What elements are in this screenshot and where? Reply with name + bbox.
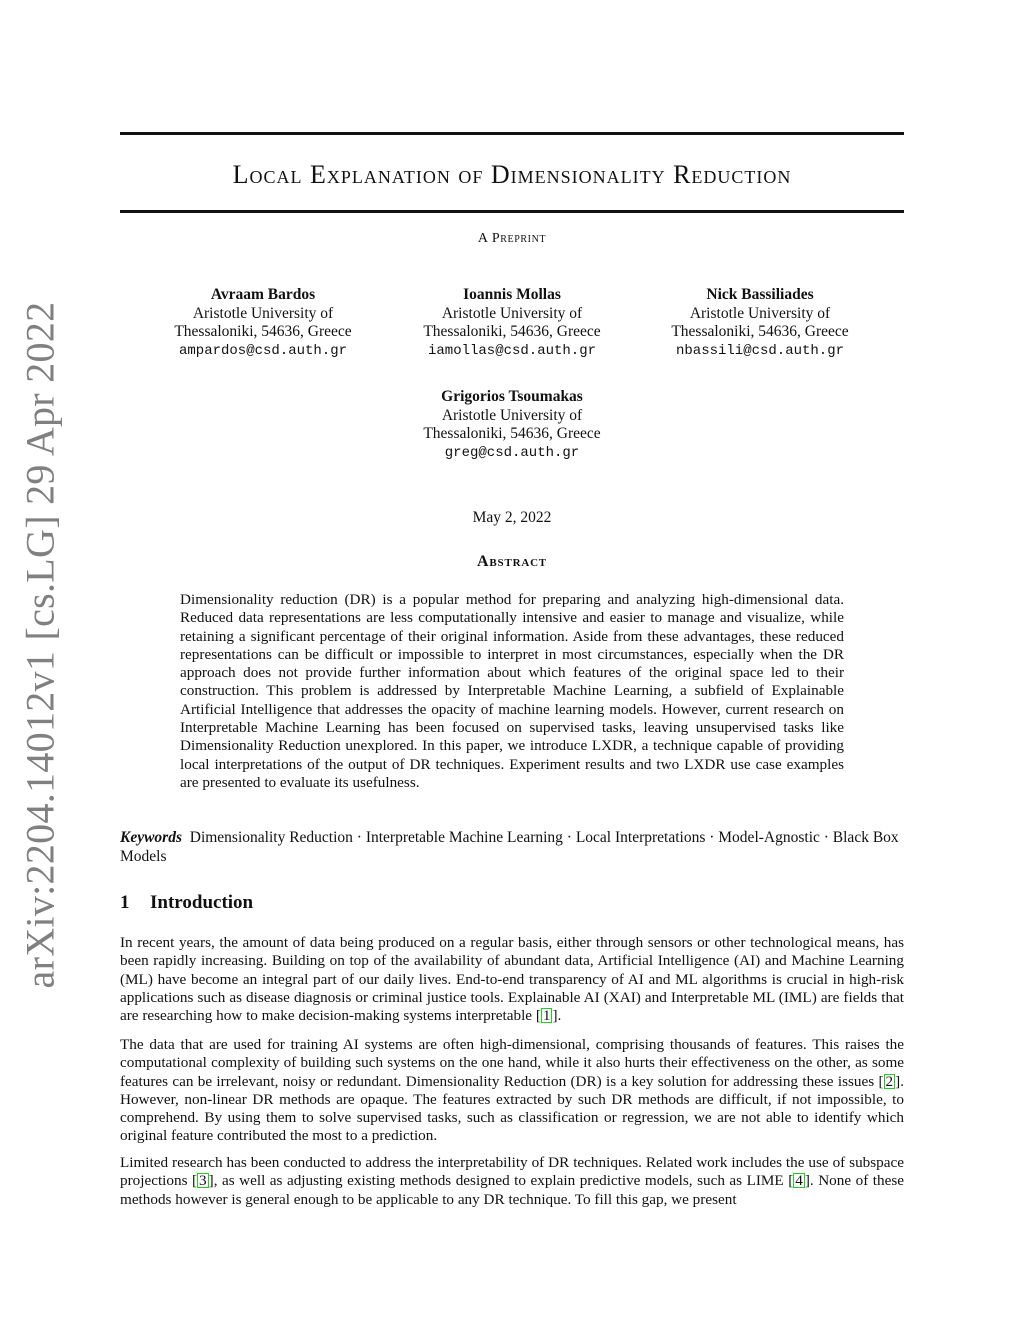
- author-block-4: [392, 388, 632, 462]
- author-affiliation-line-2: Thessaloniki, 54636, Greece: [671, 323, 849, 340]
- publication-date: May 2, 2022: [472, 509, 552, 526]
- author-email: iamollas@csd.auth.gr: [427, 342, 597, 359]
- title-top-rule: [120, 132, 904, 135]
- author-block-1: [143, 286, 383, 360]
- section-heading-introduction: [120, 892, 253, 914]
- section-number: 1: [120, 892, 130, 913]
- abstract-text: Dimensionality reduction (DR) is a popular method for preparing and analyzing high-dimensional data. Reduced data representations are less computationally intensive and easier to manage and visualize, while retaining a significant percentage of their original information. Aside from these advantages, these reduced representations can be difficult or impossible to interpret in most circumstances, especially when the DR approach does not provide further information about which features of the original space led to their construction. This problem is addressed by Interpretable Machine Learning, a subfield of Explainable Artificial Intelligence that addresses the opacity of machine learning models. However, current research on Interpretable Machine Learning has been focused on supervised tasks, leaving unsupervised tasks like Dimensionality Reduction unexplored. In this paper, we introduce LXDR, a technique capable of providing local interpretations of the output of DR techniques. Experiment results and two LXDR use case examples are presented to evaluate its usefulness.: [180, 591, 844, 791]
- author-affiliation-line-2: Thessaloniki, 54636, Greece: [174, 323, 352, 340]
- keywords: [120, 829, 904, 866]
- author-name: Ioannis Mollas: [463, 286, 561, 303]
- author-affiliation-line-1: Aristotle University of: [689, 304, 831, 322]
- paper-title: Local Explanation of Dimensionality Reduction: [232, 160, 792, 189]
- author-affiliation-line-2: Thessaloniki, 54636, Greece: [423, 425, 601, 442]
- paragraph-text: . None of these methods however is general enough to be applicable to any DR technique. To fill this gap, we present: [120, 1172, 904, 1208]
- arxiv-identifier-stamp: arXiv:2204.14012v1 [cs.LG] 29 Apr 2022: [17, 301, 63, 989]
- intro-paragraph-2: The data that are used for training AI systems are often high-dimensional, comprising thousands of features. This raises the computational complexity of building such systems on the one hand, while it also hurts their effectiveness on the other, as some features can be irrelevant, noisy or redundant. Dimensionality Reduction (DR) is a key solution for addressing these issues [ 2 ]. However, non-linear DR methods are opaque. The features extracted by such DR methods are difficult, if not impossible, to comprehend. By using them to solve supervised tasks, such as classification or regression, we are not able to identify which original feature contributed the most to a prediction.: [120, 1036, 904, 1145]
- author-affiliation-line-2: Thessaloniki, 54636, Greece: [423, 323, 601, 340]
- abstract-heading: Abstract: [477, 553, 547, 570]
- citation-link[interactable]: 4: [795, 1172, 803, 1190]
- author-email: ampardos@csd.auth.gr: [178, 342, 348, 359]
- citation-link[interactable]: 1: [542, 1007, 551, 1025]
- paragraph-text: In recent years, the amount of data being produced on a regular basis, either through sensors or other technological means, has been rapidly increasing. Building on top of the availability of abundant data, Artificial Intelligence (AI) and Machine Learning (ML) have become an integral part of our daily lives. End-to-end transparency of AI and ML algorithms is crucial in high-risk applications such as disease diagnosis or criminal justice tools. Explainable AI (XAI) and Interpretable ML (IML) are fields that are researching how to make decision-making systems interpretable: [120, 934, 904, 1025]
- keywords-label: Keywords: [120, 829, 182, 846]
- author-email: nbassili@csd.auth.gr: [675, 342, 845, 359]
- intro-paragraph-3: Limited research has been conducted to address the interpretability of DR techniques. Related work includes the use of subspace projections [ 3 ], as well as adjusting existing methods designed to explain predictive models, such as LIME [ 4 ]. None of these methods however is general enough to be applicable to any DR technique. To fill this gap, we present: [120, 1154, 904, 1208]
- author-email: greg@csd.auth.gr: [444, 444, 580, 461]
- paragraph-text: . However, non-linear DR methods are opaque. The features extracted by such DR methods are difficult, if not impossible, to comprehend. By using them to solve supervised tasks, such as classification or regression, we are not able to identify which original feature contributed the most to a prediction.: [120, 1072, 904, 1145]
- paragraph-text: .: [557, 1007, 562, 1025]
- paragraph-text: , as well as adjusting existing methods designed to explain predictive models, such as LIME: [213, 1172, 789, 1190]
- author-block-2: [392, 286, 632, 360]
- intro-paragraph-1: In recent years, the amount of data being produced on a regular basis, either through sensors or other technological means, has been rapidly increasing. Building on top of the availability of abundant data, Artificial Intelligence (AI) and Machine Learning (ML) have become an integral part of our daily lives. End-to-end transparency of AI and ML algorithms is crucial in high-risk applications such as disease diagnosis or criminal justice tools. Explainable AI (XAI) and Interpretable ML (IML) are fields that are researching how to make decision-making systems interpretable [ 1 ].: [120, 934, 904, 1025]
- keywords-list: Dimensionality Reduction · Interpretable Machine Learning · Local Interpretations · Model-Agnostic · Black Box Models: [120, 829, 899, 865]
- author-affiliation-line-1: Aristotle University of: [441, 304, 583, 322]
- author-name: Nick Bassiliades: [706, 286, 814, 303]
- preprint-label: A Preprint: [477, 231, 547, 246]
- citation-link[interactable]: 2: [885, 1072, 894, 1090]
- paragraph-text: The data that are used for training AI systems are often high-dimensional, comprising thousands of features. This raises the computational complexity of building such systems on the one hand, while it also hurts their effectiveness on the other, as some features can be irrelevant, noisy or redundant. Dimensionality Reduction (DR) is a key solution for addressing these issues: [120, 1036, 904, 1090]
- author-name: Avraam Bardos: [210, 286, 316, 303]
- author-affiliation-line-1: Aristotle University of: [192, 304, 334, 322]
- author-name: Grigorios Tsoumakas: [441, 388, 583, 405]
- author-affiliation-line-1: Aristotle University of: [441, 406, 583, 424]
- section-title: Introduction: [150, 892, 254, 913]
- author-block-3: [640, 286, 880, 360]
- title-bottom-rule: [120, 210, 904, 213]
- paragraph-text: Limited research has been conducted to address the interpretability of DR techniques. Related work includes the use of subspace projections: [120, 1154, 904, 1190]
- citation-link[interactable]: 3: [199, 1172, 207, 1190]
